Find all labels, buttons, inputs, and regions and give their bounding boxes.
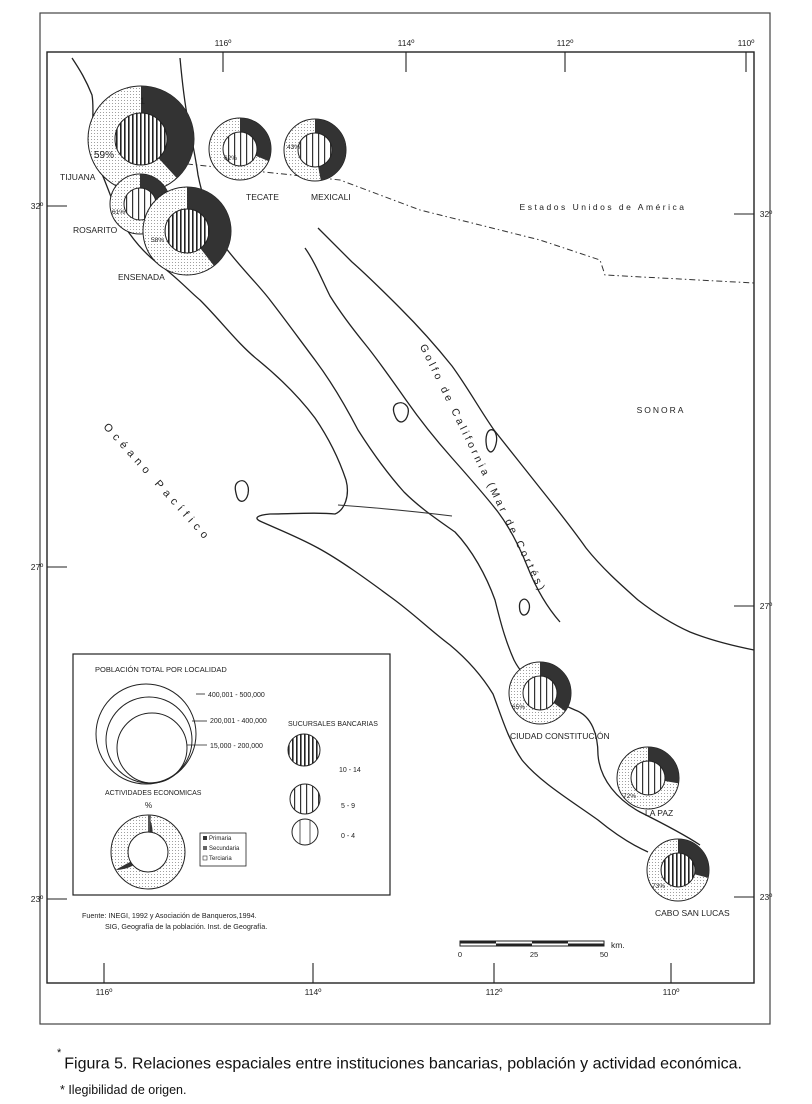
scale-label-25: 25 [529, 950, 539, 959]
caption-text: Figura 5. Relaciones espaciales entre instituciones bancarias, población y actividad económica. [64, 1055, 742, 1073]
legend-branches-title: SUCURSALES BANCARIAS [288, 721, 378, 728]
bottom-label-112: 112º [485, 987, 503, 997]
pct-rosarito: 61% [112, 209, 126, 216]
left-label-23: 23º [30, 894, 44, 904]
scale-bar [458, 940, 625, 959]
legend-swatch-secundaria [203, 846, 207, 850]
figure-caption [57, 1047, 742, 1073]
right-label-32: 32º [759, 209, 773, 219]
bottom-label-110: 110º [662, 987, 680, 997]
pct-ciudad-constitucion: 65% [512, 704, 526, 711]
bottom-label-116: 116º [95, 987, 113, 997]
top-label-110: 110º [737, 38, 755, 48]
top-label-114: 114º [397, 38, 415, 48]
city-label-la-paz: LA PAZ [645, 808, 674, 818]
legend-branch-class-1: 10 - 14 [339, 767, 361, 774]
top-label-112: 112º [556, 38, 574, 48]
pct-cabo-san-lucas: 73% [652, 883, 666, 890]
city-label-ciudad-constitucion: CIUDAD CONSTITUCIÓN [510, 731, 610, 741]
top-label-116: 116º [214, 38, 232, 48]
legend-branch-class-3: 0 - 4 [341, 833, 356, 840]
legend-branch-mid [290, 784, 320, 814]
city-label-cabo-san-lucas: CABO SAN LUCAS [655, 908, 730, 918]
source-line-1: Fuente: INEGI, 1992 y Asociación de Banqueros,1994. [82, 911, 257, 920]
pct-ensenada: 58% [151, 237, 165, 244]
legend-class-1: 400,001 - 500,000 [208, 692, 265, 699]
legend-swatch-terciaria [203, 856, 207, 860]
ocean-label: Océano Pacífico [100, 421, 214, 545]
left-label-27: 27º [30, 562, 44, 572]
legend-class-2: 200,001 - 400,000 [210, 718, 267, 725]
pie-ciudad-constitucion [509, 662, 571, 724]
pct-tecate: 62% [224, 155, 238, 162]
scale-label-0: 0 [457, 950, 463, 959]
state-border [338, 505, 452, 516]
city-label-rosarito: ROSARITO [73, 225, 118, 235]
sonora-label: SONORA [636, 405, 686, 415]
city-label-tecate: TECATE [246, 192, 279, 202]
pie-cabo-san-lucas [647, 839, 709, 901]
caption-mark: * [57, 1047, 62, 1059]
legend-branch-low [292, 819, 318, 845]
city-label-mexicali: MEXICALI [311, 192, 351, 202]
pct-mexicali: 43% [287, 144, 301, 151]
top-label-tijuana: 1 [140, 96, 146, 106]
legend-percent-symbol: % [145, 801, 153, 810]
scale-label-50: 50 [599, 950, 609, 959]
legend-activity-secundaria: Secundaria [209, 846, 240, 852]
legend-activity-pie [111, 815, 185, 889]
pct-tijuana: 59% [94, 150, 115, 161]
pie-tecate [209, 118, 271, 180]
city-label-tijuana: TIJUANA [60, 172, 96, 182]
right-label-23: 23º [759, 892, 773, 902]
pct-la-paz: 72% [623, 793, 637, 800]
source-line-2: SIG, Geografía de la población. Inst. de Geografía. [105, 922, 268, 931]
legend-activities-title: ACTIVIDADES ECONOMICAS [105, 790, 202, 797]
legend [73, 654, 390, 895]
right-label-27: 27º [759, 601, 773, 611]
legend-activity-terciaria: Terciaria [209, 856, 232, 862]
gulf-label: Golfo de California (Mar de Cortés) [416, 342, 549, 596]
usa-label: Estados Unidos de América [519, 202, 687, 212]
bottom-label-114: 114º [304, 987, 322, 997]
left-label-32: 32º [30, 201, 44, 211]
pie-ensenada [143, 187, 231, 275]
figure-footnote: * Ilegibilidad de origen. [60, 1083, 187, 1097]
legend-branch-high [288, 734, 320, 766]
legend-class-3: 15,000 - 200,000 [210, 743, 263, 750]
city-label-ensenada: ENSENADA [118, 272, 165, 282]
legend-swatch-primaria [203, 836, 207, 840]
scale-unit: km. [611, 940, 625, 950]
legend-branch-class-2: 5 - 9 [341, 803, 356, 810]
legend-population-title: POBLACIÓN TOTAL POR LOCALIDAD [95, 665, 227, 674]
international-border [160, 163, 754, 283]
legend-activity-primaria: Primaria [209, 836, 232, 842]
